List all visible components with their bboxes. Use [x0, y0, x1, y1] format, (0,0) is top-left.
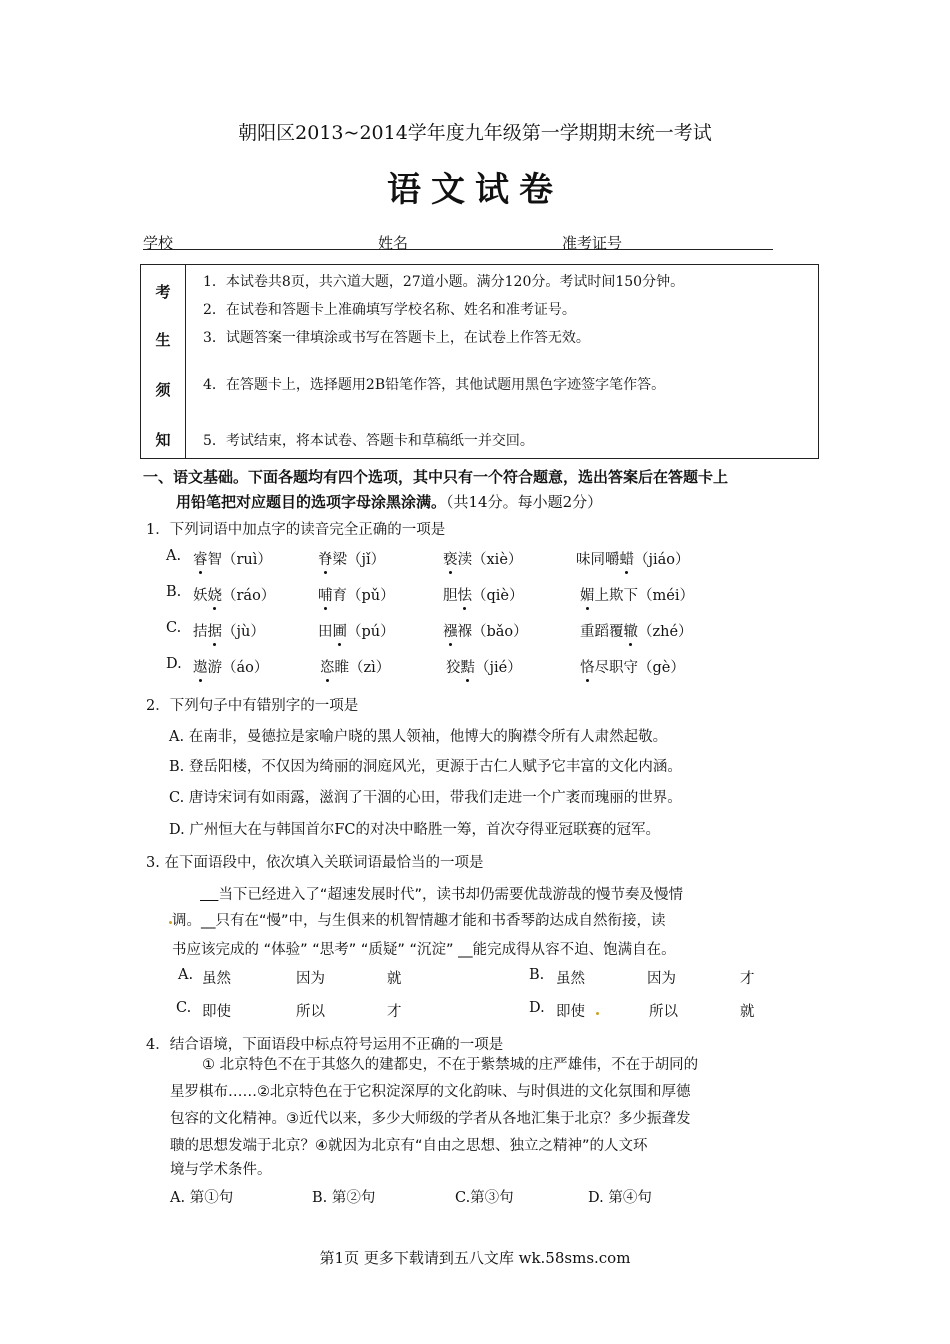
- passage-line: 境与学术条件。: [170, 1162, 272, 1178]
- option-word: 才: [387, 1004, 402, 1020]
- passage-line: 聩的思想发端于北京？④就因为北京有“自由之思想、独立之精神”的人文环: [170, 1138, 648, 1154]
- option-word: 就: [740, 1004, 755, 1020]
- option-word: 所以: [649, 1004, 678, 1020]
- exam-id-label: 准考证号: [562, 234, 623, 252]
- notice-item: 1．本试卷共8页，共六道大题，27道小题。满分120分。考试时间150分钟。: [203, 274, 685, 290]
- notice-char: 生: [155, 331, 171, 349]
- option-text: D. 广州恒大在与韩国首尔FC的对决中略胜一筹，首次夺得亚冠联赛的冠军。: [169, 822, 660, 838]
- option-word: 就: [387, 971, 402, 987]
- option-label: D.: [166, 656, 182, 672]
- question-stem: 2．下列句子中有错别字的一项是: [146, 698, 359, 714]
- option-word: 虽然: [202, 971, 231, 987]
- word-item: 重蹈覆辙（zhé）: [580, 624, 693, 640]
- school-label: 学校: [143, 234, 174, 252]
- option-text: D. 第④句: [588, 1190, 652, 1206]
- section-instruction: 用铅笔把对应题目的选项字母涂黑涂满。: [176, 493, 447, 511]
- option-word: 所以: [296, 1004, 325, 1020]
- option-word: 即使: [556, 1004, 585, 1020]
- option-label: B.: [166, 584, 182, 600]
- word-item: 妖娆（ráo）: [193, 588, 276, 604]
- stray-mark: [596, 1012, 599, 1015]
- option-text: B. 登岳阳楼，不仅因为绮丽的洞庭风光，更源于古仁人赋予它丰富的文化内涵。: [169, 759, 682, 775]
- question-stem: 3. 在下面语段中，依次填入关联词语最恰当的一项是: [146, 855, 484, 871]
- info-underline: [143, 249, 773, 250]
- word-item: 哺育（pǔ）: [318, 588, 395, 604]
- option-word: 虽然: [556, 971, 585, 987]
- paper-subtitle: 语文试卷: [387, 170, 563, 210]
- section-score: （共14分。每小题2分）: [446, 493, 603, 511]
- word-item: 田圃（pú）: [318, 624, 395, 640]
- passage-line: 星罗棋布……②北京特色在于它积淀深厚的文化韵味、与时俱进的文化氛围和厚德: [170, 1084, 691, 1100]
- option-text: C. 唐诗宋词有如雨露，滋润了干涸的心田，带我们走进一个广袤而瑰丽的世界。: [169, 790, 682, 806]
- notice-char: 知: [155, 431, 171, 449]
- word-item: 恪尽职守（gè）: [580, 660, 685, 676]
- notice-char: 须: [155, 381, 171, 399]
- option-text: A. 第①句: [170, 1190, 234, 1206]
- stray-mark: [169, 921, 172, 924]
- notice-char: 考: [155, 283, 171, 301]
- option-text: A. 在南非，曼德拉是家喻户晓的黑人领袖，他博大的胸襟令所有人肃然起敬。: [169, 729, 668, 745]
- notice-side-column: [141, 265, 186, 458]
- candidate-notice-box: [140, 264, 819, 459]
- option-label: C.: [176, 1000, 192, 1016]
- name-label: 姓名: [378, 234, 409, 252]
- notice-item: 3．试题答案一律填涂或书写在答题卡上，在试卷上作答无效。: [203, 330, 590, 346]
- question-stem: 4．结合语境，下面语段中标点符号运用不正确的一项是: [146, 1037, 504, 1053]
- word-item: 胆怯（qiè）: [443, 588, 524, 604]
- word-item: 亵渎（xiè）: [443, 552, 523, 568]
- section-heading-cont: [176, 491, 602, 512]
- word-item: 味同嚼蜡（jiáo）: [576, 552, 690, 568]
- word-item: 脊梁（jǐ）: [318, 552, 386, 568]
- option-text: C.第③句: [455, 1190, 514, 1206]
- notice-item: 2．在试卷和答题卡上准确填写学校名称、姓名和准考证号。: [203, 302, 576, 318]
- word-item: 拮据（jù）: [193, 624, 265, 640]
- passage-line: 调。__只有在“慢”中，与生俱来的机智情趣才能和书香琴韵达成自然衔接，读: [172, 913, 666, 929]
- passage-line: 书应该完成的 “体验” “思考” “质疑” “沉淀” __能完成得从容不迫、饱满自在。: [172, 942, 676, 958]
- option-label: A.: [166, 548, 182, 564]
- question-stem: 1．下列词语中加点字的读音完全正确的一项是: [146, 522, 446, 538]
- option-word: 才: [740, 971, 755, 987]
- notice-item: 4．在答题卡上，选择题用2B铅笔作答，其他试题用黑色字迹签字笔作答。: [203, 377, 666, 393]
- passage-line: 包容的文化精神。③近代以来，多少大师级的学者从各地汇集于北京？多少振聋发: [170, 1111, 691, 1127]
- word-item: 睿智（ruì）: [193, 552, 272, 568]
- notice-item: 5．考试结束，将本试卷、答题卡和草稿纸一并交回。: [203, 433, 534, 449]
- option-word: 因为: [647, 971, 676, 987]
- word-item: 媚上欺下（méi）: [580, 588, 694, 604]
- word-item: 恣睢（zì）: [320, 660, 391, 676]
- page-footer: 第1页 更多下载请到五八文库 wk.58sms.com: [319, 1249, 631, 1267]
- passage-line: 当下已经进入了“超速发展时代”，读书却仍需要优哉游哉的慢节奏及慢情: [218, 887, 683, 903]
- word-item: 襁褓（bǎo）: [443, 624, 528, 640]
- option-label: A.: [178, 967, 194, 983]
- passage-line: ① 北京特色不在于其悠久的建都史，不在于紫禁城的庄严雄伟，不在于胡同的: [202, 1057, 699, 1073]
- option-label: D.: [529, 1000, 545, 1016]
- word-item: 遨游（áo）: [193, 660, 269, 676]
- option-text: B. 第②句: [312, 1190, 376, 1206]
- word-item: 狡黠（jié）: [446, 660, 522, 676]
- option-label: B.: [529, 967, 545, 983]
- section-heading: 一、语文基础。下面各题均有四个选项，其中只有一个符合题意，选出答案后在答题卡上: [143, 468, 729, 486]
- option-label: C.: [166, 620, 182, 636]
- option-word: 即使: [202, 1004, 231, 1020]
- exam-title: 朝阳区2013~2014学年度九年级第一学期期末统一考试: [238, 122, 712, 144]
- option-word: 因为: [296, 971, 325, 987]
